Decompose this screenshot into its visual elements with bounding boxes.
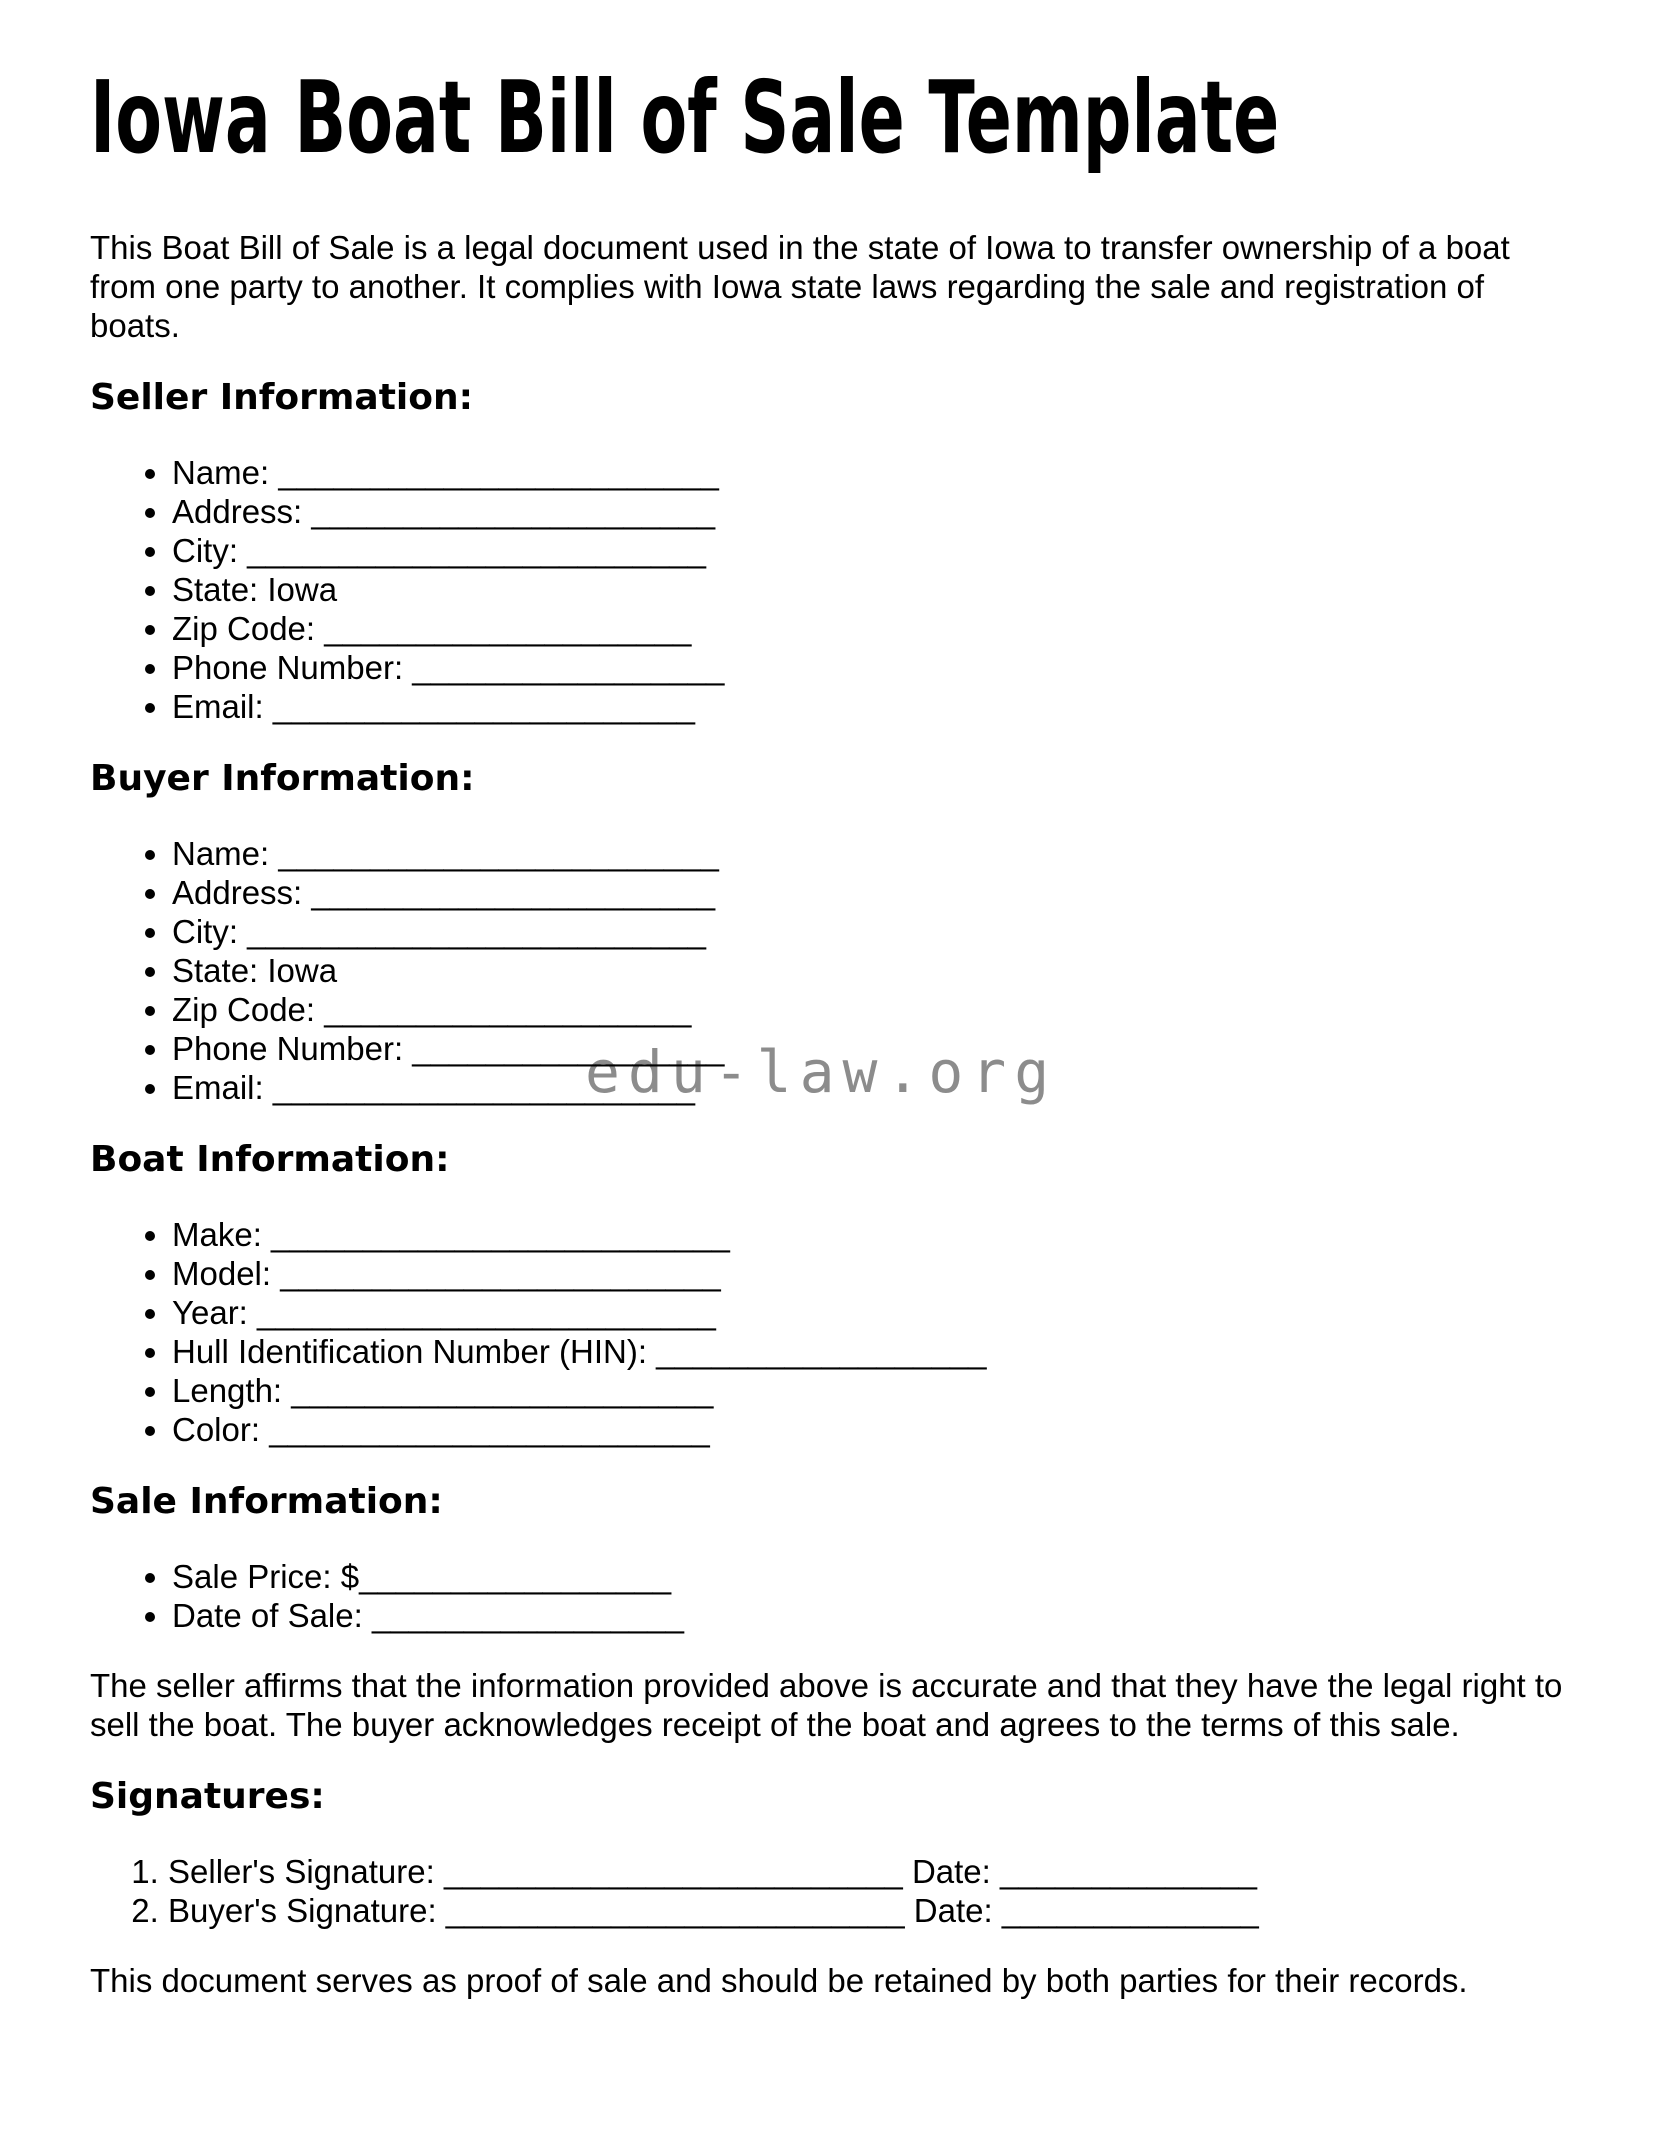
watermark: edu-law.org	[585, 1038, 1058, 1106]
buyer-phone-field: • Phone Number: _________________	[172, 1029, 1574, 1068]
buyer-email-field: • Email: _______________________	[172, 1068, 1574, 1107]
boat-make-field: • Make: _________________________	[172, 1215, 1574, 1254]
boat-length-field: • Length: _______________________	[172, 1371, 1574, 1410]
sale-price-field: • Sale Price: $_________________	[172, 1557, 1574, 1596]
buyer-address-field: • Address: ______________________	[172, 873, 1574, 912]
affirmation-paragraph: The seller affirms that the information provided above is accurate and that they have the legal right to sell the boat. The buyer acknowledges receipt of the boat and agrees to the terms of this sale.	[90, 1667, 1563, 1743]
buyer-section-heading: Buyer Information:	[90, 758, 475, 799]
sale-date-field: • Date of Sale: _________________	[172, 1596, 1574, 1635]
seller-signature-label: Seller's Signature:	[168, 1853, 435, 1890]
seller-signature-row	[168, 1852, 1574, 1891]
seller-address-field: • Address: ______________________	[172, 492, 1574, 531]
seller-signature-blank: _________________________	[443, 1853, 903, 1890]
footer-note: This document serves as proof of sale and should be retained by both parties for their records.	[90, 1962, 1468, 1999]
boat-hin-field: • Hull Identification Number (HIN): __________________	[172, 1332, 1574, 1371]
buyer-signature-blank: _________________________	[445, 1892, 905, 1929]
seller-zip-field: • Zip Code: ____________________	[172, 609, 1574, 648]
boat-info-list	[90, 1215, 1574, 1449]
seller-signature-date-label: Date:	[911, 1853, 991, 1890]
seller-state-field: • State: Iowa	[172, 570, 1574, 609]
sale-info-list	[90, 1557, 1574, 1635]
boat-section-heading: Boat Information:	[90, 1139, 450, 1180]
intro-paragraph: This Boat Bill of Sale is a legal document used in the state of Iowa to transfer ownership of a boat from one party to another. It complies with Iowa state laws regarding the sale and registration of boats.	[90, 229, 1510, 344]
buyer-signature-date-blank: ______________	[1001, 1892, 1259, 1929]
boat-year-field: • Year: _________________________	[172, 1293, 1574, 1332]
buyer-signature-date-label: Date:	[913, 1892, 993, 1929]
boat-model-field: • Model: ________________________	[172, 1254, 1574, 1293]
seller-name-field: • Name: ________________________	[172, 453, 1574, 492]
buyer-info-list	[90, 834, 1574, 1107]
seller-city-field: • City: _________________________	[172, 531, 1574, 570]
buyer-state-field: • State: Iowa	[172, 951, 1574, 990]
seller-signature-date-blank: ______________	[1000, 1853, 1257, 1890]
seller-email-field: • Email: _______________________	[172, 687, 1574, 726]
buyer-zip-field: • Zip Code: ____________________	[172, 990, 1574, 1029]
signatures-heading: Signatures:	[90, 1776, 325, 1817]
page-title: Iowa Boat Bill of Sale Template	[90, 59, 1280, 176]
seller-info-list	[90, 453, 1574, 726]
seller-section-heading: Seller Information:	[90, 377, 474, 418]
boat-color-field: • Color: ________________________	[172, 1410, 1574, 1449]
sale-section-heading: Sale Information:	[90, 1481, 443, 1522]
buyer-name-field: • Name: ________________________	[172, 834, 1574, 873]
buyer-city-field: • City: _________________________	[172, 912, 1574, 951]
buyer-signature-row	[168, 1891, 1574, 1930]
signatures-list	[90, 1852, 1574, 1930]
buyer-signature-label: Buyer's Signature:	[168, 1892, 437, 1929]
seller-phone-field: • Phone Number: _________________	[172, 648, 1574, 687]
